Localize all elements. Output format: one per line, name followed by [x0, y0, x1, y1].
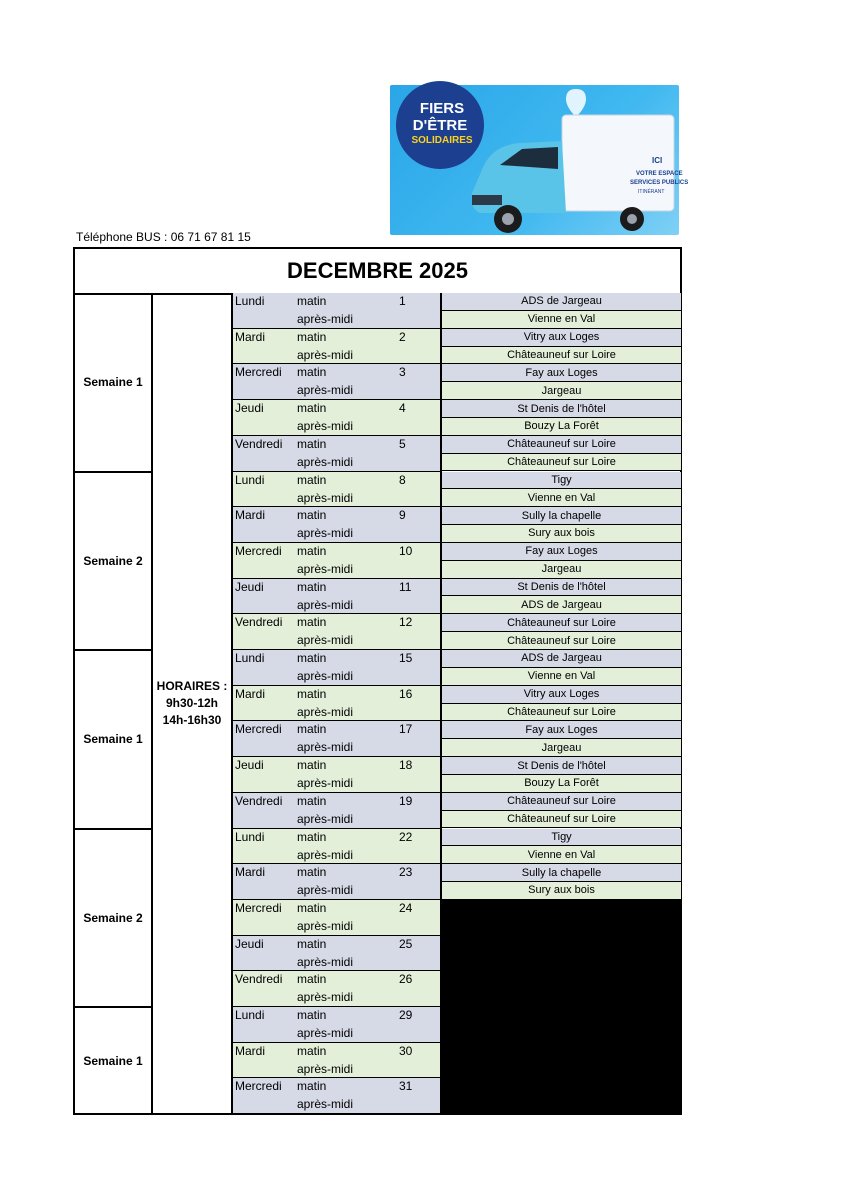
afternoon-label: après-midi — [297, 383, 354, 398]
afternoon-label: après-midi — [297, 847, 354, 862]
location-cell: Sury aux bois — [441, 882, 681, 900]
opening-hours — [153, 293, 233, 1113]
morning-label: matin — [297, 722, 327, 737]
day-block — [233, 971, 441, 1007]
day-block — [233, 721, 441, 757]
day-number: 11 — [399, 579, 412, 594]
day-name: Mardi — [235, 1043, 266, 1058]
day-block — [233, 686, 441, 722]
slogan-line1: FIERS — [419, 100, 465, 117]
location-cell: St Denis de l'hôtel — [441, 757, 681, 775]
location-cell: St Denis de l'hôtel — [441, 579, 681, 597]
morning-label: matin — [297, 329, 327, 344]
day-name: Mardi — [235, 686, 266, 701]
day-block — [233, 757, 441, 793]
morning-label: matin — [297, 508, 327, 523]
morning-label: matin — [297, 579, 327, 594]
location-cell: Châteauneuf sur Loire — [441, 454, 681, 472]
morning-label: matin — [297, 1008, 327, 1022]
day-name: Vendredi — [235, 793, 283, 808]
day-number: 31 — [399, 1079, 413, 1094]
location-cell: Jargeau — [441, 382, 681, 400]
afternoon-label: après-midi — [297, 883, 354, 898]
day-number: 22 — [399, 829, 413, 844]
afternoon-label: après-midi — [297, 347, 354, 362]
day-number: 12 — [399, 615, 413, 630]
day-block — [233, 364, 441, 400]
day-name: Jeudi — [235, 579, 264, 594]
afternoon-label: après-midi — [297, 669, 354, 683]
solidarity-bus-banner — [390, 85, 689, 235]
day-block — [233, 650, 441, 686]
location-cell: Vitry aux Loges — [441, 329, 681, 347]
day-number: 9 — [399, 508, 406, 523]
day-block — [233, 436, 441, 472]
location-cell: ADS de Jargeau — [441, 596, 681, 614]
day-number: 26 — [399, 972, 413, 987]
location-cell: Vienne en Val — [441, 489, 681, 507]
van-text2: VOTRE ESPACE — [636, 171, 683, 177]
day-number: 15 — [399, 651, 413, 665]
day-number: 23 — [399, 865, 413, 880]
location-cell: Châteauneuf sur Loire — [441, 793, 681, 811]
bus-illustration — [390, 85, 689, 235]
location-cell: Fay aux Loges — [441, 543, 681, 561]
schedule-table — [73, 247, 682, 1115]
day-number: 29 — [399, 1008, 413, 1022]
location-cell: Bouzy La Forêt — [441, 775, 681, 793]
location-cell: Châteauneuf sur Loire — [441, 436, 681, 454]
slogan-line3: SOLIDAIRES — [411, 135, 473, 146]
location-cell: Tigy — [441, 829, 681, 847]
afternoon-label: après-midi — [297, 776, 354, 791]
day-number: 25 — [399, 936, 413, 951]
day-number: 24 — [399, 900, 413, 915]
day-divider — [233, 1113, 441, 1115]
schedule-title: DECEMBRE 2025 — [75, 249, 680, 295]
day-number: 8 — [399, 472, 406, 487]
hours-label: HORAIRES : — [156, 678, 228, 693]
morning-label: matin — [297, 829, 327, 844]
location-cell: Bouzy La Forêt — [441, 418, 681, 436]
day-name: Mercredi — [235, 1079, 282, 1094]
morning-label: matin — [297, 543, 327, 558]
morning-label: matin — [297, 401, 327, 416]
afternoon-label: après-midi — [297, 740, 354, 755]
location-cell: Vienne en Val — [441, 668, 681, 686]
bus-phone-number: Téléphone BUS : 06 71 67 81 15 — [76, 230, 251, 244]
week-label: Semaine 2 — [75, 472, 153, 651]
day-block — [233, 329, 441, 365]
day-name: Lundi — [235, 829, 265, 844]
location-cell: Vienne en Val — [441, 311, 681, 329]
location-cell: Vitry aux Loges — [441, 686, 681, 704]
day-name: Mercredi — [235, 900, 282, 915]
van-text3: SERVICES PUBLICS — [630, 180, 689, 186]
day-number: 16 — [399, 686, 413, 701]
morning-label: matin — [297, 1079, 327, 1094]
location-cell: Sully la chapelle — [441, 507, 681, 525]
morning-label: matin — [297, 615, 327, 630]
day-number: 3 — [399, 365, 406, 380]
afternoon-label: après-midi — [297, 561, 354, 576]
location-cell: Fay aux Loges — [441, 721, 681, 739]
map-pin-icon — [566, 89, 586, 117]
location-cell: Sury aux bois — [441, 525, 681, 543]
day-name: Lundi — [235, 651, 265, 665]
day-block — [233, 507, 441, 543]
day-name: Lundi — [235, 1008, 265, 1022]
day-block — [233, 1043, 441, 1079]
location-cell: ADS de Jargeau — [441, 293, 681, 311]
morning-label: matin — [297, 472, 327, 487]
day-name: Vendredi — [235, 436, 283, 451]
week-label: Semaine 1 — [75, 293, 153, 472]
day-block — [233, 829, 441, 865]
van-text4: ITINÉRANT — [638, 189, 665, 195]
location-cell: Sully la chapelle — [441, 864, 681, 882]
afternoon-label: après-midi — [297, 633, 354, 648]
day-number: 2 — [399, 329, 406, 344]
day-number: 5 — [399, 436, 406, 451]
day-block — [233, 472, 441, 508]
day-number: 19 — [399, 793, 413, 808]
day-name: Lundi — [235, 294, 265, 308]
afternoon-label: après-midi — [297, 490, 354, 505]
day-number: 18 — [399, 758, 413, 773]
location-cell: ADS de Jargeau — [441, 650, 681, 668]
day-name: Mercredi — [235, 365, 282, 380]
location-cell: Châteauneuf sur Loire — [441, 347, 681, 365]
morning-label: matin — [297, 936, 327, 951]
afternoon-label: après-midi — [297, 990, 354, 1005]
week-label: Semaine 1 — [75, 1007, 153, 1114]
day-name: Jeudi — [235, 401, 264, 416]
morning-label: matin — [297, 793, 327, 808]
afternoon-label: après-midi — [297, 1097, 354, 1112]
day-block — [233, 543, 441, 579]
morning-label: matin — [297, 436, 327, 451]
day-name: Vendredi — [235, 972, 283, 987]
day-name: Mercredi — [235, 543, 282, 558]
afternoon-label: après-midi — [297, 419, 354, 434]
location-cell: Châteauneuf sur Loire — [441, 811, 681, 829]
slogan-line2: D'ÊTRE — [412, 117, 468, 134]
afternoon-label: après-midi — [297, 1061, 354, 1076]
day-block — [233, 900, 441, 936]
afternoon-label: après-midi — [297, 597, 354, 612]
location-cell: Tigy — [441, 472, 681, 490]
day-name: Vendredi — [235, 615, 283, 630]
blacked-out-area — [441, 900, 681, 1115]
morning-label: matin — [297, 900, 327, 915]
day-number: 4 — [399, 401, 406, 416]
location-cell: Fay aux Loges — [441, 364, 681, 382]
morning-label: matin — [297, 294, 327, 308]
location-cell: Châteauneuf sur Loire — [441, 632, 681, 650]
day-name: Mardi — [235, 329, 266, 344]
afternoon-label: après-midi — [297, 526, 354, 541]
day-block — [233, 1007, 441, 1043]
day-name: Mercredi — [235, 722, 282, 737]
afternoon-label: après-midi — [297, 312, 354, 326]
day-block — [233, 793, 441, 829]
day-block — [233, 293, 441, 329]
afternoon-label: après-midi — [297, 454, 354, 469]
afternoon-label: après-midi — [297, 918, 354, 933]
location-cell: Châteauneuf sur Loire — [441, 614, 681, 632]
day-number: 1 — [399, 294, 406, 308]
day-name: Mardi — [235, 508, 266, 523]
day-block — [233, 614, 441, 650]
morning-label: matin — [297, 651, 327, 665]
location-cell: St Denis de l'hôtel — [441, 400, 681, 418]
morning-label: matin — [297, 972, 327, 987]
day-number: 30 — [399, 1043, 413, 1058]
day-number: 10 — [399, 543, 413, 558]
morning-label: matin — [297, 365, 327, 380]
day-name: Jeudi — [235, 936, 264, 951]
afternoon-label: après-midi — [297, 704, 354, 719]
location-cell: Jargeau — [441, 739, 681, 757]
day-name: Jeudi — [235, 758, 264, 773]
morning-label: matin — [297, 865, 327, 880]
afternoon-label: après-midi — [297, 954, 354, 969]
location-cell: Châteauneuf sur Loire — [441, 704, 681, 722]
morning-label: matin — [297, 1043, 327, 1058]
day-block — [233, 936, 441, 972]
van-text1: ICI — [652, 156, 663, 165]
morning-label: matin — [297, 686, 327, 701]
location-cell: Jargeau — [441, 561, 681, 579]
day-name: Mardi — [235, 865, 266, 880]
afternoon-label: après-midi — [297, 811, 354, 826]
day-number: 17 — [399, 722, 413, 737]
afternoon-label: après-midi — [297, 1026, 354, 1040]
day-block — [233, 579, 441, 615]
day-block — [233, 400, 441, 436]
morning-label: matin — [297, 758, 327, 773]
day-block — [233, 1078, 441, 1114]
day-block — [233, 864, 441, 900]
day-name: Lundi — [235, 472, 265, 487]
week-label: Semaine 2 — [75, 829, 153, 1008]
week-label: Semaine 1 — [75, 650, 153, 829]
location-cell: Vienne en Val — [441, 846, 681, 864]
hours-morning: 9h30-12h — [165, 695, 218, 710]
hours-afternoon: 14h-16h30 — [162, 712, 222, 727]
